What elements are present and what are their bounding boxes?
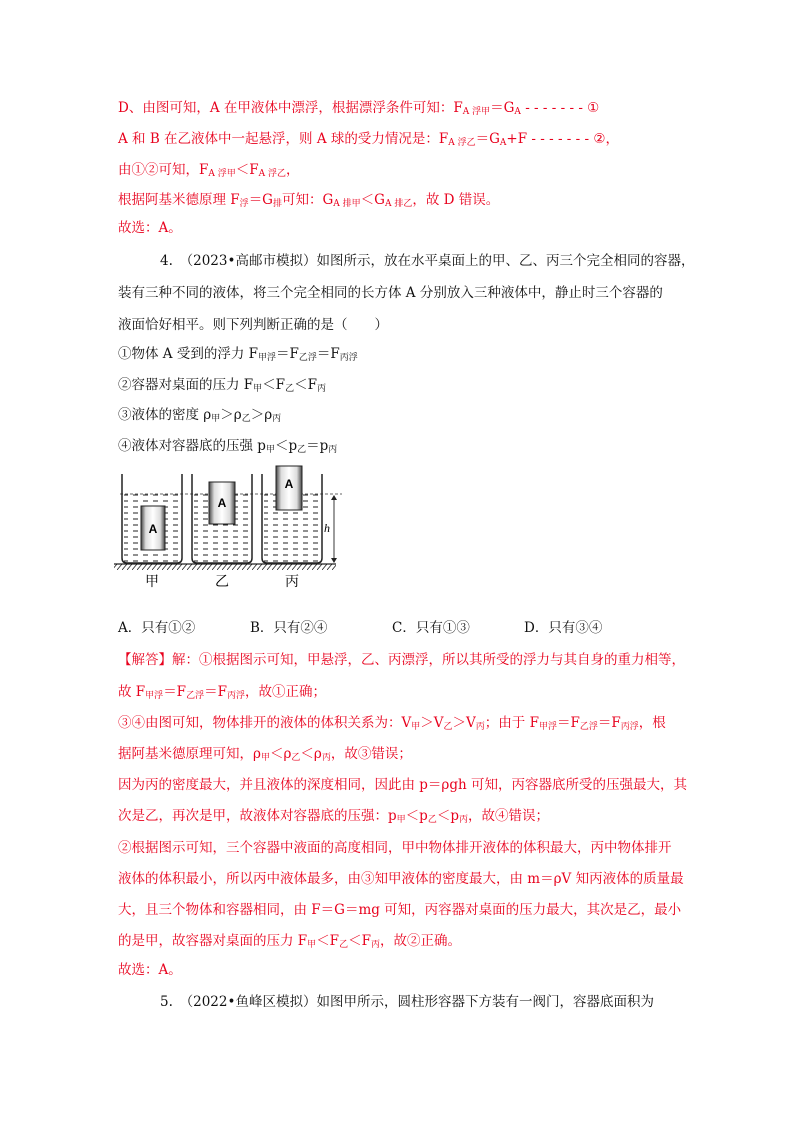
text: 因为丙的密度最大，并且液体的深度相同，因此由 p＝ρgh 可知，丙容器底所受的压强最大，其: [118, 777, 687, 793]
statement-2: [118, 375, 326, 399]
subscript: 丙: [370, 940, 380, 950]
subscript: 乙: [285, 384, 295, 394]
option-d[interactable]: [524, 618, 602, 638]
subscript: A 浮乙: [258, 169, 286, 179]
text: 由①②可知，F: [118, 162, 209, 178]
label-a-bing: A: [284, 477, 294, 491]
question5-stem-line1: [160, 992, 654, 1012]
text: 【解答】解：①根据图示可知，甲悬浮，乙、丙漂浮，所以其所受的浮力与其自身的重力相等，: [118, 652, 685, 668]
text: D、由图可知，A 在甲液体中漂浮，根据漂浮条件可知：F: [118, 100, 463, 116]
text: 的是甲，故容器对桌面的压力 F: [118, 933, 308, 949]
text: ＝F: [163, 684, 187, 700]
subscript: 丙: [328, 445, 338, 455]
answer-line6: [118, 806, 549, 830]
table-surface: [114, 564, 336, 570]
statement-1: [118, 344, 358, 368]
text: ＜ρ: [269, 746, 292, 762]
text: 故选：A。: [118, 220, 182, 236]
subscript: 丙: [272, 414, 282, 424]
text: ＜p: [405, 808, 428, 824]
subscript: 丙: [475, 722, 485, 732]
subscript: A: [499, 138, 507, 148]
cup-label-jia: 甲: [145, 574, 159, 590]
option-a[interactable]: [118, 618, 195, 638]
text: ③液体的密度 ρ: [118, 407, 212, 423]
text: 故 F: [118, 684, 146, 700]
answer-line1: [118, 650, 685, 670]
solution-d-line2: [118, 129, 619, 153]
answer-line7: [118, 838, 672, 858]
text: ＝F: [597, 715, 621, 731]
subscript: 丙浮: [620, 722, 639, 732]
text: ④液体对容器底的压强 p: [118, 438, 266, 454]
answer-line5: [118, 775, 687, 795]
container-yi: [192, 474, 252, 563]
text: ；由于 F: [484, 715, 539, 731]
subscript: 甲: [411, 722, 421, 732]
subscript: 甲浮: [145, 691, 164, 701]
subscript: A 浮甲: [462, 107, 491, 117]
label-h: h: [324, 521, 330, 535]
text: ＜p: [274, 438, 298, 454]
text: ＜G: [360, 192, 385, 208]
text: A．只有①②: [118, 620, 196, 636]
subscript: 乙: [443, 722, 453, 732]
subscript: 甲: [253, 384, 263, 394]
subscript: 乙: [297, 445, 307, 455]
text: ＜F: [235, 162, 259, 178]
statement-4: [118, 436, 337, 460]
text: ＝F: [316, 346, 340, 362]
text: ＝G: [490, 100, 515, 116]
answer-line10: [118, 931, 461, 955]
answer-line4: [118, 744, 412, 768]
subscript: 丙浮: [339, 353, 358, 363]
subscript: 甲浮: [258, 353, 277, 363]
subscript: 甲: [211, 414, 221, 424]
text: B．只有②④: [250, 620, 328, 636]
text: ＞ρ: [250, 407, 273, 423]
subscript: 排: [272, 199, 282, 209]
subscript: 甲: [265, 445, 275, 455]
text: ＝p: [306, 438, 329, 454]
text: 据阿基米德原理可知，ρ: [118, 746, 261, 762]
subscript: 甲: [396, 815, 406, 825]
subscript: 丙: [321, 753, 331, 763]
text: ＝F: [556, 715, 580, 731]
text: A 和 B 在乙液体中一起悬浮，则 A 球的受力情况是：F: [118, 131, 449, 147]
text: - - - - - - - ①: [520, 100, 600, 116]
text: ＜F: [348, 933, 371, 949]
text: ＝G: [248, 192, 273, 208]
text: C．只有①③: [392, 620, 470, 636]
cup-label-bing: 丙: [285, 574, 299, 590]
text: 装有三种不同的液体，将三个完全相同的长方体 A 分别放入三种液体中，静止时三个容器的: [118, 285, 663, 301]
answer-line2: [118, 682, 326, 706]
question4-stem-line1: [160, 251, 694, 271]
text: ②根据图示可知，三个容器中液面的高度相同，甲中物体排开液体的体积最大，丙中物体排开: [118, 840, 672, 856]
text: 4. （2023•高邮市模拟）如图所示，放在水平桌面上的甲、乙、丙三个完全相同的容器，: [160, 253, 695, 269]
text: ③④由图可知，物体排开的液体的体积关系为：V: [118, 715, 412, 731]
question4-stem-line2: [118, 283, 663, 303]
text: 大，且三个物体和容器相同，由 F＝G＝mg 可知，丙容器对桌面的压力最大，其次是乙，最小: [118, 902, 682, 918]
subscript: 丙浮: [226, 691, 245, 701]
text: 故选：A。: [118, 962, 182, 978]
text: ＜F: [262, 377, 286, 393]
text: ①物体 A 受到的浮力 F: [118, 346, 258, 362]
container-jia: [122, 474, 182, 563]
subscript: 甲: [260, 753, 270, 763]
subscript: 乙: [339, 940, 349, 950]
answer-line3: [118, 713, 666, 737]
label-a-yi: A: [217, 496, 227, 510]
text: ，故③错误；: [330, 746, 412, 762]
subscript: 丙: [316, 384, 326, 394]
text: 液面恰好相平。则下列判断正确的是（ ）: [118, 317, 388, 333]
solution-d-line4: [118, 190, 499, 214]
text: ，根: [638, 715, 666, 731]
text: ＜F: [316, 933, 340, 949]
subscript: A: [514, 107, 521, 117]
solution-d-line3: [118, 160, 300, 184]
solution-answer: [118, 218, 182, 238]
text: 液体的体积最小，所以丙中液体最多，由③知甲液体的密度最大，由 m＝ρV 知丙液体的质量最: [118, 871, 684, 887]
answer-final: [118, 960, 182, 980]
option-b[interactable]: [250, 618, 327, 638]
text: ＝F: [204, 684, 227, 700]
subscript: 丙: [459, 815, 469, 825]
text: ＝G: [475, 131, 500, 147]
option-c[interactable]: [392, 618, 470, 638]
text: 次是乙，再次是甲，故液体对容器底的压强：p: [118, 808, 397, 824]
text: ＞V: [452, 715, 476, 731]
text: ＝F: [276, 346, 299, 362]
text: ，故①正确；: [244, 684, 326, 700]
text: ，故②正确。: [379, 933, 461, 949]
subscript: A 排甲: [333, 199, 361, 209]
answer-line9: [118, 900, 681, 920]
subscript: 浮: [239, 199, 249, 209]
question4-stem-line3: [118, 315, 388, 335]
subscript: 甲: [307, 940, 317, 950]
solution-d-line1: [118, 98, 599, 122]
text: 根据阿基米德原理 F: [118, 192, 240, 208]
text: 可知：G: [282, 192, 334, 208]
subscript: 乙: [427, 815, 437, 825]
text: ＜ρ: [300, 746, 322, 762]
containers-figure: [112, 462, 352, 594]
subscript: A 排乙: [384, 199, 413, 209]
text: ，故 D 错误。: [412, 192, 500, 208]
subscript: A 浮乙: [448, 138, 476, 148]
cup-label-yi: 乙: [215, 574, 229, 590]
text: ＜F: [294, 377, 317, 393]
text: ＞V: [420, 715, 444, 731]
subscript: A 浮甲: [208, 169, 236, 179]
text: D．只有③④: [524, 620, 603, 636]
text: ②容器对桌面的压力 F: [118, 377, 254, 393]
text: ，: [286, 162, 300, 178]
statement-3: [118, 405, 281, 429]
text: 5. （2022•鱼峰区模拟）如图甲所示，圆柱形容器下方装有一阀门，容器底面积为: [160, 994, 654, 1010]
subscript: 乙浮: [579, 722, 598, 732]
text: +F - - - - - - - ②，: [506, 131, 619, 147]
text: ，故④错误；: [468, 808, 550, 824]
answer-line8: [118, 869, 684, 889]
subscript: 甲浮: [538, 722, 557, 732]
subscript: 乙浮: [298, 353, 317, 363]
label-a-jia: A: [148, 522, 158, 536]
text: ＜p: [436, 808, 459, 824]
text: ＞ρ: [220, 407, 242, 423]
subscript: 乙: [291, 753, 301, 763]
subscript: 乙浮: [186, 691, 205, 701]
subscript: 乙: [241, 414, 251, 424]
